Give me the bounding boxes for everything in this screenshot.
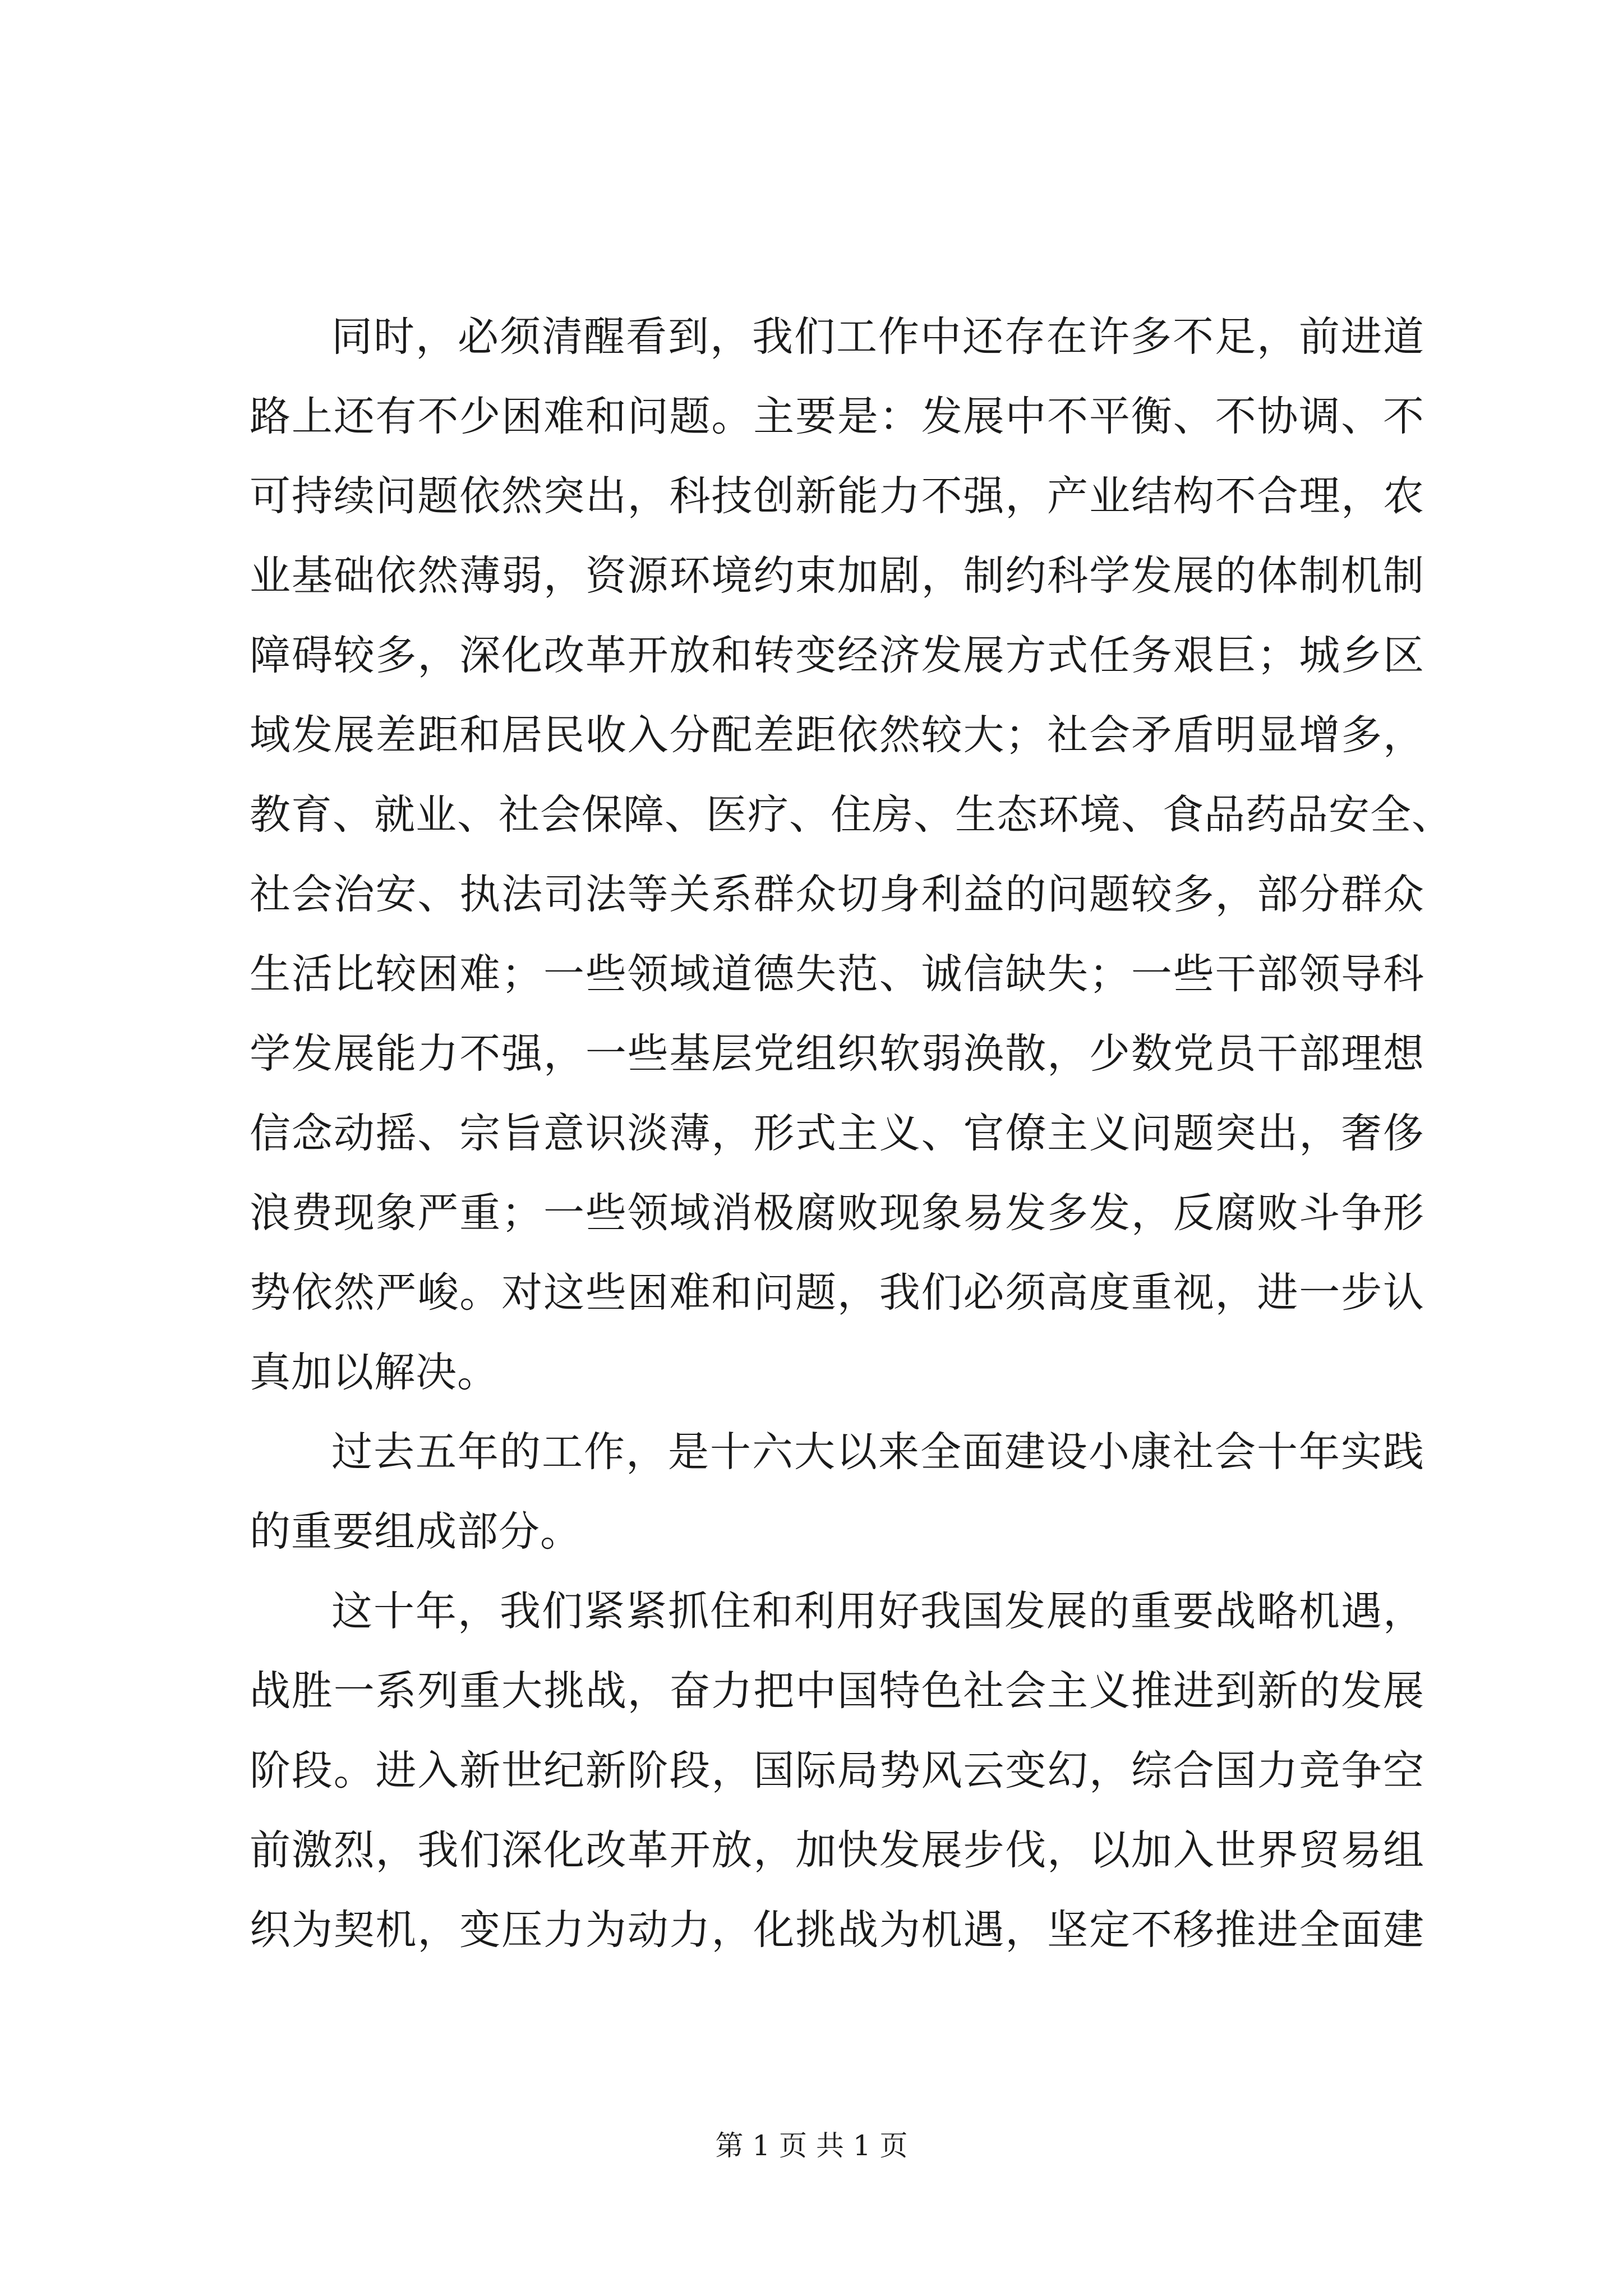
body-text — [250, 297, 1453, 1970]
paragraph-1-line-5: 障碍较多，深化改革开放和转变经济发展方式任务艰巨；城乡区 — [250, 632, 1424, 679]
paragraph-2-line-1: 过去五年的工作，是十六大以来全面建设小康社会十年实践 — [331, 1428, 1424, 1476]
paragraph-1-line-9: 生活比较困难；一些领域道德失范、诚信缺失；一些干部领导科 — [250, 950, 1424, 998]
paragraph-1-line-7: 教育、就业、社会保障、医疗、住房、生态环境、食品药品安全、 — [250, 791, 1453, 839]
paragraph-3-line-1: 这十年，我们紧紧抓住和利用好我国发展的重要战略机遇， — [331, 1588, 1424, 1635]
page-number-label: 第 1 页 共 1 页 — [715, 2129, 908, 2162]
paragraph-3-line-4: 前激烈，我们深化改革开放，加快发展步伐，以加入世界贸易组 — [250, 1826, 1424, 1874]
paragraph-1-line-6: 域发展差距和居民收入分配差距依然较大；社会矛盾明显增多， — [250, 711, 1424, 759]
paragraph-2-line-2: 的重要组成部分。 — [250, 1508, 582, 1556]
paragraph-1-line-8: 社会治安、执法司法等关系群众切身利益的问题较多，部分群众 — [250, 871, 1424, 918]
paragraph-3-line-3: 阶段。进入新世纪新阶段，国际局势风云变幻，综合国力竞争空 — [250, 1747, 1424, 1795]
paragraph-3-line-2: 战胜一系列重大挑战，奋力把中国特色社会主义推进到新的发展 — [250, 1667, 1424, 1715]
paragraph-1-line-3: 可持续问题依然突出，科技创新能力不强，产业结构不合理，农 — [250, 472, 1424, 520]
paragraph-3-line-5: 织为契机，变压力为动力，化挑战为机遇，坚定不移推进全面建 — [250, 1906, 1424, 1954]
paragraph-1-line-11: 信念动摇、宗旨意识淡薄，形式主义、官僚主义问题突出，奢侈 — [250, 1110, 1424, 1157]
paragraph-1-line-14: 真加以解决。 — [250, 1349, 499, 1396]
page-footer — [0, 2126, 1623, 2165]
paragraph-1-line-2: 路上还有不少困难和问题。主要是：发展中不平衡、不协调、不 — [250, 393, 1424, 440]
paragraph-1-line-4: 业基础依然薄弱，资源环境约束加剧，制约科学发展的体制机制 — [250, 552, 1424, 600]
paragraph-1-line-12: 浪费现象严重；一些领域消极腐败现象易发多发，反腐败斗争形 — [250, 1189, 1424, 1237]
paragraph-1-line-13: 势依然严峻。对这些困难和问题，我们必须高度重视，进一步认 — [250, 1269, 1424, 1317]
paragraph-1-line-10: 学发展能力不强，一些基层党组织软弱涣散，少数党员干部理想 — [250, 1030, 1424, 1078]
paragraph-1-line-1: 同时，必须清醒看到，我们工作中还存在许多不足，前进道 — [331, 313, 1424, 361]
